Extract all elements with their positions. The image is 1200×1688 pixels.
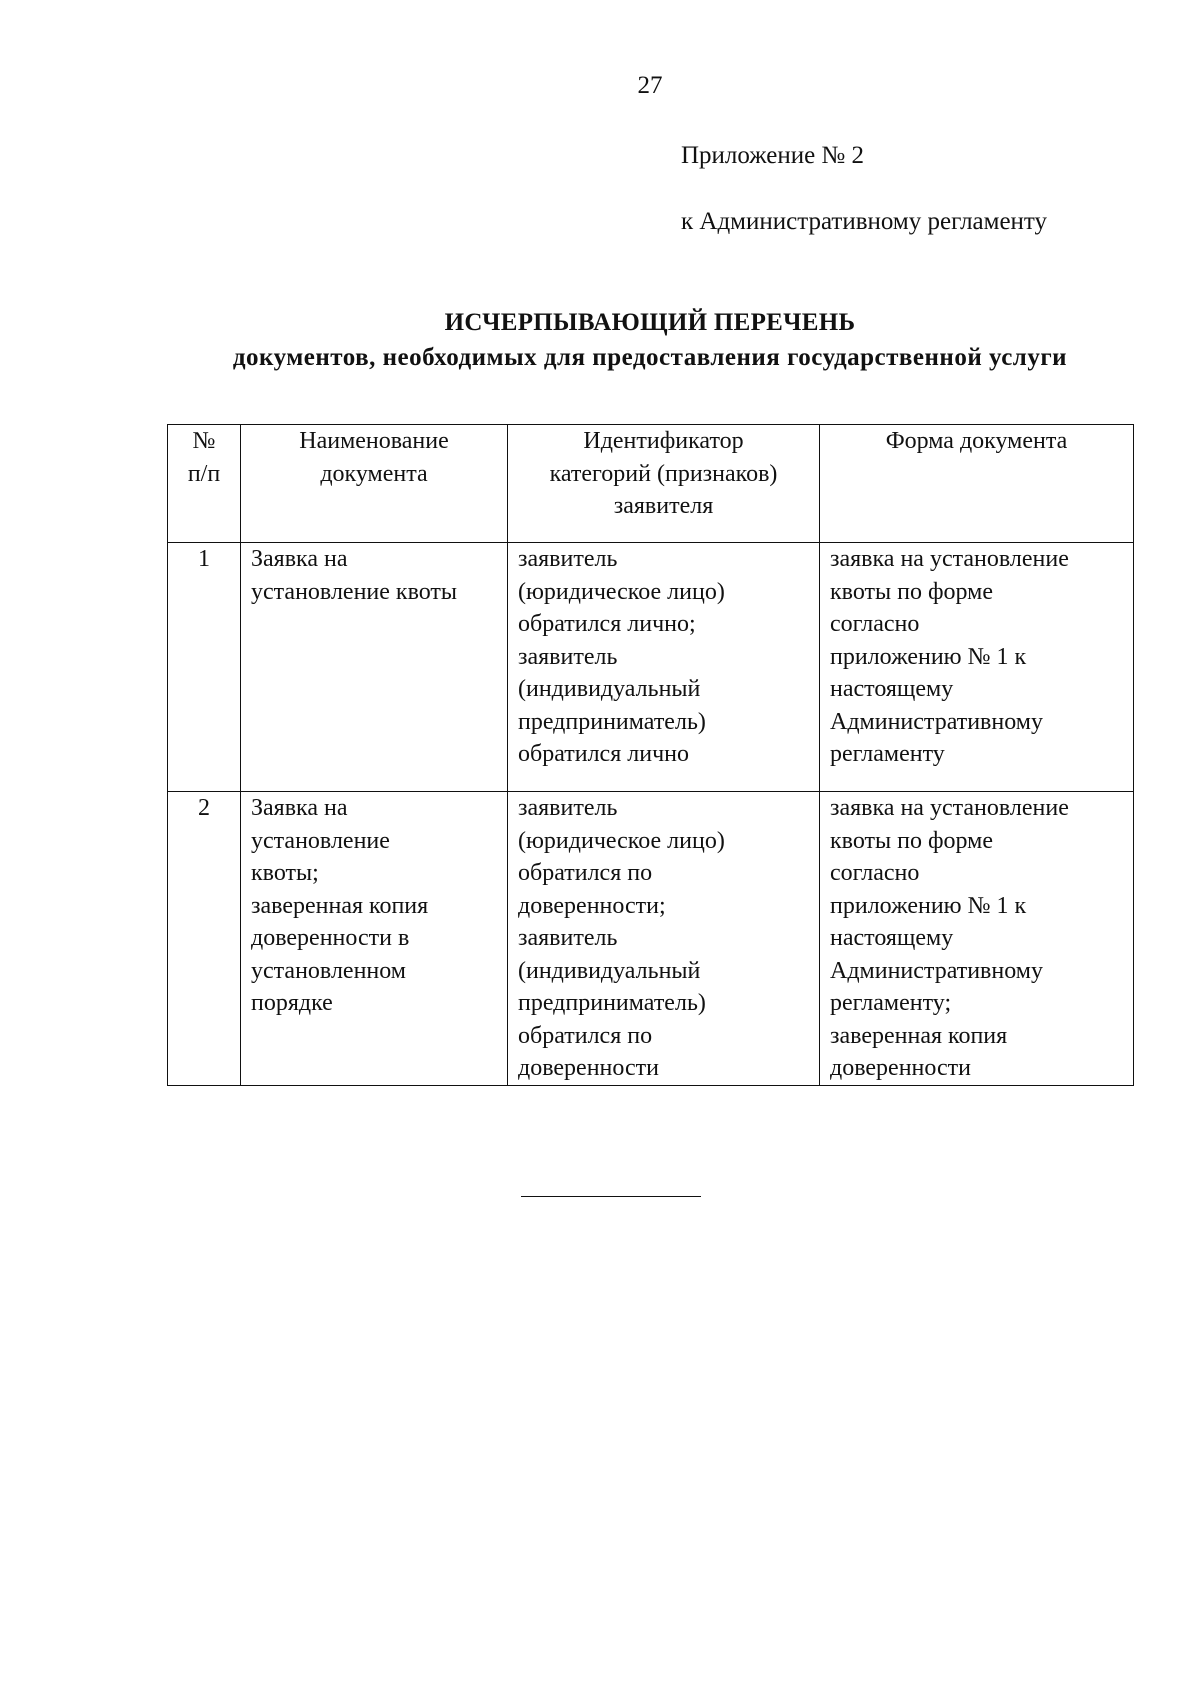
header-applicant-identifier <box>508 425 820 543</box>
cell-line: квоты; <box>251 860 319 886</box>
header-line: № <box>192 428 216 454</box>
cell-line: (индивидуальный <box>518 676 701 702</box>
cell-line: заявитель <box>518 643 618 670</box>
header-document-form <box>820 425 1134 543</box>
header-line: п/п <box>187 460 221 487</box>
header-number <box>168 425 241 543</box>
cell-line: предприниматель) <box>518 990 706 1016</box>
cell-line: обратился лично; <box>518 611 696 637</box>
header-line: Форма документа <box>885 428 1068 454</box>
table-row <box>168 792 1134 1086</box>
cell-line: настоящему <box>830 676 954 702</box>
header-line: документа <box>320 460 428 487</box>
cell-line: (юридическое лицо) <box>518 578 725 605</box>
end-rule-divider <box>521 1196 701 1197</box>
row-document-form <box>820 543 1134 792</box>
header-line: заявителя <box>613 493 714 519</box>
cell-line: доверенности <box>518 1055 659 1081</box>
table-row <box>168 543 1134 792</box>
cell-line: обратился по <box>518 1022 653 1049</box>
row-number: 1 <box>168 543 241 792</box>
document-subtitle: документов, необходимых для предоставления государственной услуги <box>232 344 1068 371</box>
cell-line: заверенная копия <box>830 1022 1008 1049</box>
cell-line: заявитель <box>518 795 618 821</box>
cell-line: согласно <box>830 611 920 637</box>
cell-line: квоты по форме <box>830 578 993 605</box>
documents-table <box>167 424 1134 1086</box>
cell-line: приложению № 1 к <box>830 892 1027 919</box>
cell-line: доверенности <box>830 1055 971 1081</box>
cell-line: приложению № 1 к <box>830 643 1027 670</box>
row-number: 2 <box>168 792 241 1086</box>
header-line: категорий (признаков) <box>549 460 778 487</box>
cell-line: (индивидуальный <box>518 957 701 984</box>
appendix-reference: к Административному регламенту <box>681 208 1048 235</box>
cell-line: Административному <box>830 708 1043 735</box>
appendix-label: Приложение № 2 <box>681 142 865 169</box>
cell-line: заявка на установление <box>830 546 1069 572</box>
page-number: 27 <box>637 72 663 99</box>
cell-line: обратился по <box>518 860 653 886</box>
cell-line: регламенту <box>830 741 945 767</box>
cell-line: установленном <box>251 957 406 984</box>
row-document-name <box>241 792 508 1086</box>
document-title: ИСЧЕРПЫВАЮЩИЙ ПЕРЕЧЕНЬ <box>444 309 856 336</box>
cell-line: настоящему <box>830 925 954 951</box>
cell-line: установление квоты <box>251 578 458 605</box>
table-header-row <box>168 425 1134 543</box>
cell-line: (юридическое лицо) <box>518 827 725 854</box>
row-applicant-identifier <box>508 792 820 1086</box>
cell-line: Заявка на <box>251 795 348 821</box>
row-applicant-identifier <box>508 543 820 792</box>
header-line: Идентификатор <box>583 428 744 454</box>
cell-line: обратился лично <box>518 741 689 767</box>
cell-line: предприниматель) <box>518 708 706 735</box>
cell-line: согласно <box>830 860 920 886</box>
cell-line: Заявка на <box>251 546 348 572</box>
cell-line: заявка на установление <box>830 795 1069 821</box>
header-document-name <box>241 425 508 543</box>
cell-line: квоты по форме <box>830 827 993 854</box>
cell-line: заявитель <box>518 925 618 951</box>
cell-line: заявитель <box>518 546 618 572</box>
header-line: Наименование <box>299 428 449 454</box>
row-document-name <box>241 543 508 792</box>
cell-line: доверенности в <box>251 925 410 951</box>
cell-line: Административному <box>830 957 1043 984</box>
cell-line: установление <box>251 827 390 854</box>
row-document-form <box>820 792 1134 1086</box>
cell-line: порядке <box>251 990 333 1016</box>
cell-line: заверенная копия <box>251 892 429 919</box>
cell-line: регламенту; <box>830 990 952 1016</box>
cell-line: доверенности; <box>518 892 666 919</box>
